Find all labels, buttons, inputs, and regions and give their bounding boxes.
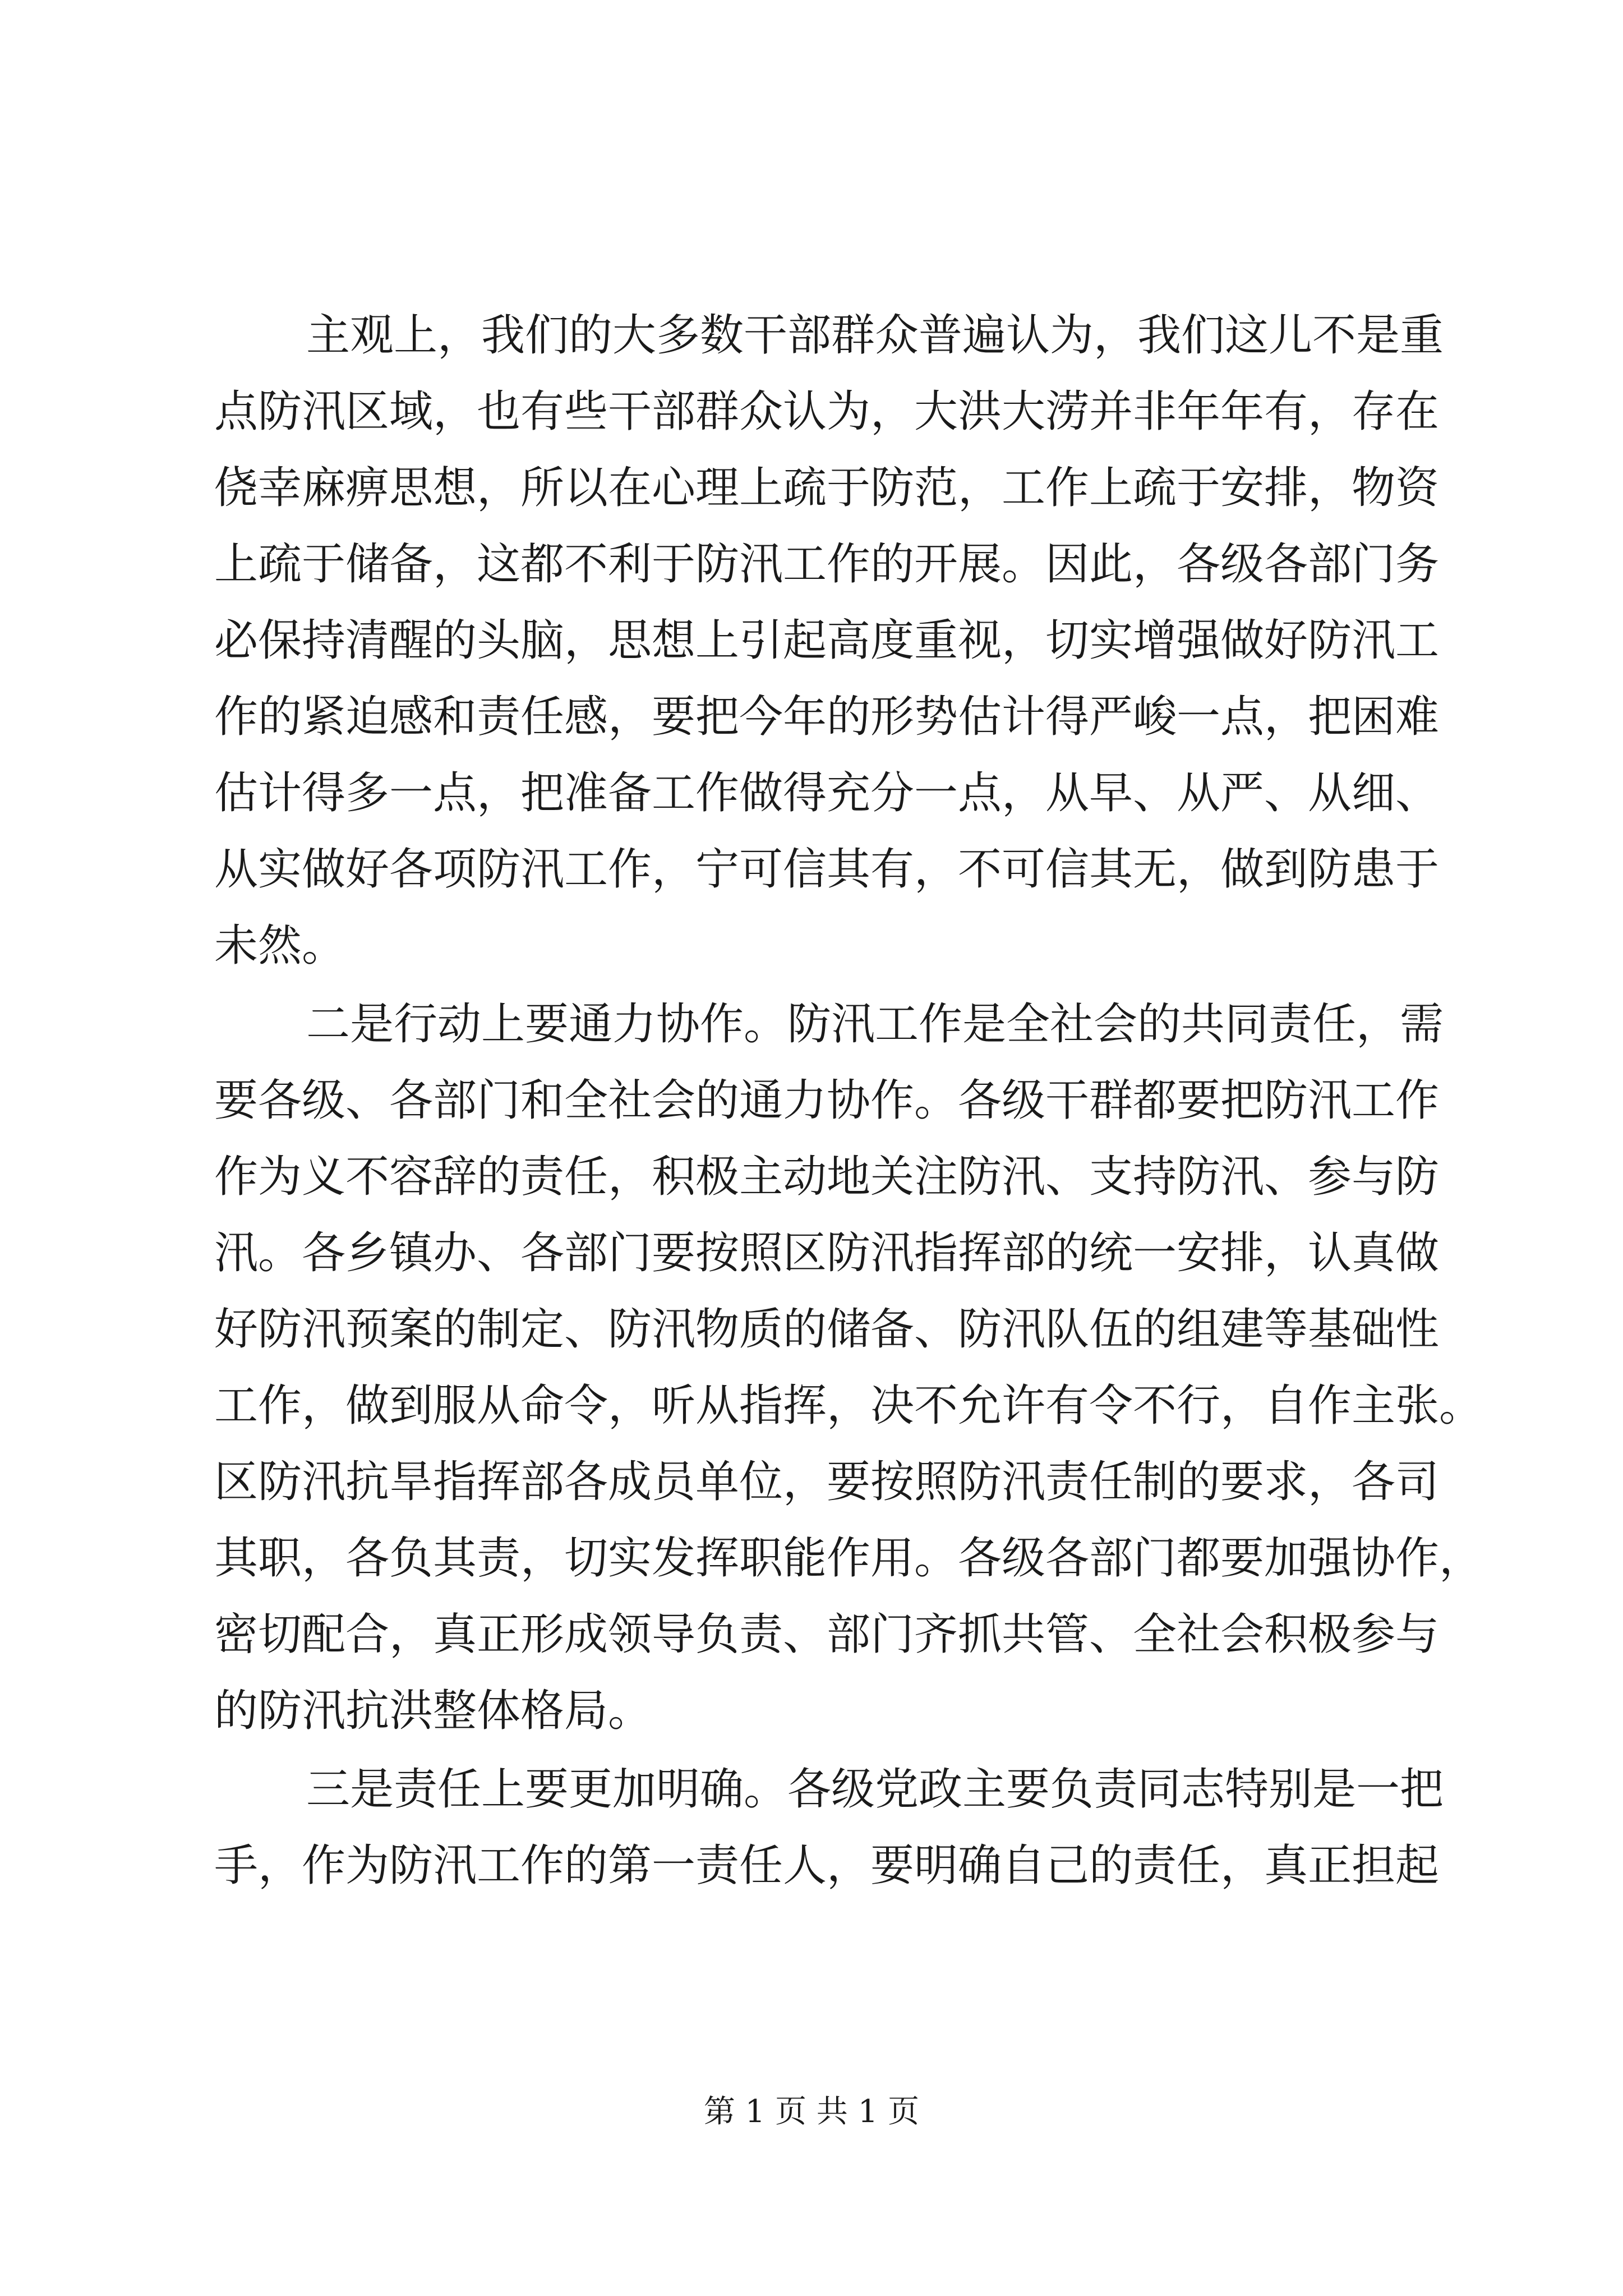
- paragraph-line: 手，作为防汛工作的第一责任人，要明确自己的责任，真正担起: [214, 1841, 1440, 1891]
- paragraph-line: 工作，做到服从命令，听从指挥，决不允许有令不行，自作主张。: [214, 1381, 1483, 1431]
- page-number-footer: 第 1 页 共 1 页: [703, 2093, 920, 2130]
- paragraph-line: 作的紧迫感和责任感，要把今年的形势估计得严峻一点，把困难: [214, 692, 1440, 742]
- paragraph-line: 从实做好各项防汛工作，宁可信其有，不可信其无，做到防患于: [214, 844, 1440, 895]
- paragraph-3: [214, 1751, 1444, 1904]
- paragraph-line: 估计得多一点，把准备工作做得充分一点，从早、从严、从细、: [214, 768, 1440, 818]
- paragraph-line: 必保持清醒的头脑，思想上引起高度重视，切实增强做好防汛工: [214, 615, 1440, 666]
- paragraph-line: 上疏于储备，这都不利于防汛工作的开展。因此，各级各部门务: [214, 539, 1440, 590]
- paragraph-line: 好防汛预案的制定、防汛物质的储备、防汛队伍的组建等基础性: [214, 1304, 1440, 1355]
- paragraph-line: 其职，各负其责，切实发挥职能作用。各级各部门都要加强协作，: [214, 1533, 1483, 1584]
- paragraph-line: 的防汛抗洪整体格局。: [214, 1686, 652, 1736]
- document-body: [214, 297, 1483, 1904]
- paragraph-2: [214, 986, 1483, 1749]
- paragraph-line: 要各级、各部门和全社会的通力协作。各级干群都要把防汛工作: [214, 1075, 1440, 1126]
- paragraph-line: 二是行动上要通力协作。防汛工作是全社会的共同责任，需: [306, 999, 1444, 1050]
- paragraph-1: [214, 297, 1444, 984]
- paragraph-line: 区防汛抗旱指挥部各成员单位，要按照防汛责任制的要求，各司: [214, 1457, 1440, 1507]
- paragraph-line: 未然。: [214, 921, 346, 971]
- paragraph-line: 主观上，我们的大多数干部群众普遍认为，我们这儿不是重: [306, 310, 1444, 361]
- paragraph-line: 侥幸麻痹思想，所以在心理上疏于防范，工作上疏于安排，物资: [214, 463, 1440, 513]
- paragraph-line: 三是责任上要更加明确。各级党政主要负责同志特别是一把: [306, 1764, 1444, 1815]
- paragraph-line: 密切配合，真正形成领导负责、部门齐抓共管、全社会积极参与: [214, 1609, 1440, 1660]
- paragraph-line: 汛。各乡镇办、各部门要按照区防汛指挥部的统一安排，认真做: [214, 1228, 1440, 1278]
- paragraph-line: 点防汛区域，也有些干部群众认为，大洪大涝并非年年有，存在: [214, 386, 1440, 437]
- paragraph-line: 作为义不容辞的责任，积极主动地关注防汛、支持防汛、参与防: [214, 1152, 1440, 1202]
